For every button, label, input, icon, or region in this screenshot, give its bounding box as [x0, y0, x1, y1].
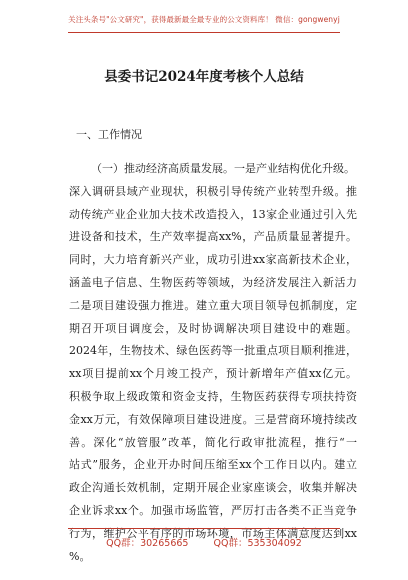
- body-line: （一）推动经济高质量发展。一是产业结构优化升级。: [91, 162, 355, 175]
- body-line: 行为，维护公平有序的市场环境，市场主体满意度达到xx: [69, 526, 357, 540]
- document-title: 县委书记2024年度考核个人总结: [104, 69, 304, 85]
- body-line: 金xx万元，有效保障项目建设进度。三是营商环境持续改: [69, 412, 357, 426]
- footer-qq-group-1: QQ群：30265665: [106, 538, 189, 549]
- header-banner: 关注头条号"公文研究"，获得最新最全最专业的公文资料库！ 微信：gongwenyj: [68, 15, 340, 24]
- body-line: 同时，大力培育新兴产业，成功引进xx家高新技术企业，: [69, 253, 357, 267]
- footer-contacts: [0, 535, 408, 549]
- section-heading: 一、工作情况: [76, 128, 142, 141]
- body-line: 善。深化“放管服”改革，简化行政审批流程，推行“一: [69, 435, 357, 449]
- document-body: [69, 158, 357, 568]
- body-line: 二是项目建设强力推进。建立重大项目领导包抓制度，定: [69, 298, 357, 312]
- body-line: 动传统产业企业加大技术改造投入，13家企业通过引入先: [69, 207, 357, 221]
- body-line: 2024年，生物技术、绿色医药等一批重点项目顺利推进，: [69, 344, 357, 358]
- footer-qq-group-2: QQ群：535304092: [213, 538, 302, 549]
- body-line: 期召开项目调度会，及时协调解决项目建设中的难题。: [69, 321, 357, 335]
- body-line: 深入调研县域产业现状，积极引导传统产业转型升级。推: [69, 184, 357, 198]
- body-line: 政企沟通长效机制，定期开展企业家座谈会，收集并解决: [69, 481, 357, 495]
- body-line: 企业诉求xx个。加强市场监管，严厉打击各类不正当竞争: [69, 503, 357, 517]
- body-line: 进设备和技术，生产效率提高xx%，产品质量显著提升。: [69, 230, 357, 244]
- body-line: 积极争取上级政策和资金支持，生物医药获得专项扶持资: [69, 389, 357, 403]
- header-divider: [68, 32, 340, 33]
- body-line: 涵盖电子信息、生物医药等领域，为经济发展注入新活力: [69, 275, 357, 289]
- footer-divider: [68, 528, 340, 529]
- body-line: %。: [69, 549, 91, 563]
- body-line: 站式”服务，企业开办时间压缩至xx个工作日以内。建立: [69, 458, 357, 472]
- body-line: xx项目提前xx个月竣工投产，预计新增年产值xx亿元。: [69, 367, 357, 381]
